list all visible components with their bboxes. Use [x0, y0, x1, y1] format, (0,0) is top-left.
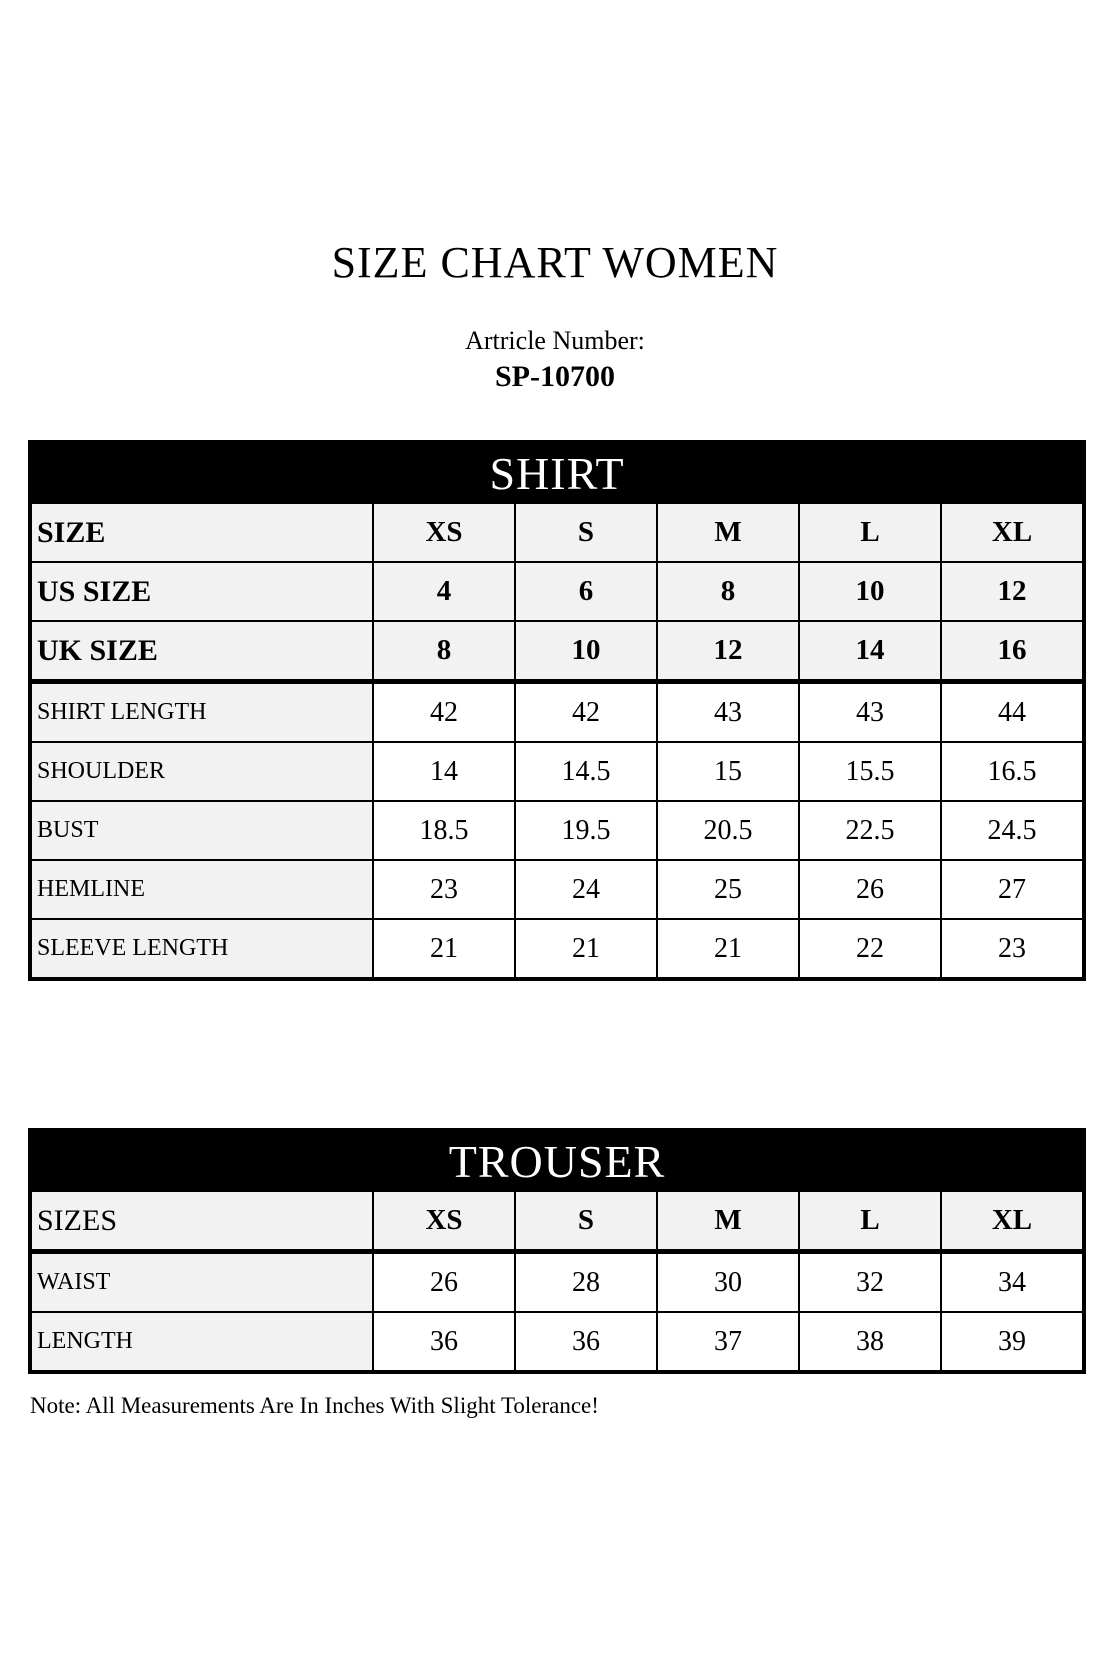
table-row	[30, 742, 1084, 801]
size-value-cell: 21	[657, 919, 799, 979]
size-value-cell: S	[515, 1191, 657, 1252]
size-value-cell: 15.5	[799, 742, 941, 801]
size-value-cell: 24	[515, 860, 657, 919]
row-label-cell: SHIRT LENGTH	[30, 682, 373, 743]
row-label-cell: SLEEVE LENGTH	[30, 919, 373, 979]
size-value-cell: 4	[373, 562, 515, 621]
size-value-cell: 38	[799, 1312, 941, 1372]
size-value-cell: S	[515, 503, 657, 562]
size-value-cell: 14	[799, 621, 941, 682]
table-row	[30, 503, 1084, 562]
row-label-cell: LENGTH	[30, 1312, 373, 1372]
size-value-cell: 10	[799, 562, 941, 621]
size-value-cell: 28	[515, 1252, 657, 1313]
row-label-cell: WAIST	[30, 1252, 373, 1313]
trouser-table-title: TROUSER	[30, 1130, 1084, 1191]
size-value-cell: 26	[799, 860, 941, 919]
row-label-cell: HEMLINE	[30, 860, 373, 919]
row-label-cell: BUST	[30, 801, 373, 860]
size-value-cell: 36	[373, 1312, 515, 1372]
size-value-cell: 14	[373, 742, 515, 801]
row-label-cell: UK SIZE	[30, 621, 373, 682]
size-value-cell: XL	[941, 503, 1084, 562]
size-value-cell: 8	[373, 621, 515, 682]
size-value-cell: 34	[941, 1252, 1084, 1313]
size-value-cell: 30	[657, 1252, 799, 1313]
size-value-cell: 6	[515, 562, 657, 621]
size-value-cell: 18.5	[373, 801, 515, 860]
size-value-cell: 25	[657, 860, 799, 919]
trouser-size-table	[28, 1128, 1086, 1374]
size-value-cell: 15	[657, 742, 799, 801]
size-value-cell: XS	[373, 1191, 515, 1252]
size-value-cell: 32	[799, 1252, 941, 1313]
shirt-size-table	[28, 440, 1086, 981]
article-number-value: SP-10700	[495, 360, 615, 393]
row-label-cell: SHOULDER	[30, 742, 373, 801]
note-text: Note: All Measurements Are In Inches With Slight Tolerance!	[30, 1393, 599, 1418]
size-value-cell: 21	[373, 919, 515, 979]
size-value-cell: 16	[941, 621, 1084, 682]
size-value-cell: 42	[373, 682, 515, 743]
size-value-cell: 19.5	[515, 801, 657, 860]
article-number-label: Artricle Number:	[465, 326, 645, 355]
shirt-table-title: SHIRT	[30, 442, 1084, 503]
size-value-cell: M	[657, 503, 799, 562]
shirt-banner-row	[30, 442, 1084, 503]
table-row	[30, 801, 1084, 860]
size-value-cell: XL	[941, 1191, 1084, 1252]
size-value-cell: 12	[657, 621, 799, 682]
size-value-cell: 10	[515, 621, 657, 682]
size-value-cell: 23	[373, 860, 515, 919]
row-label-cell: SIZE	[30, 503, 373, 562]
size-value-cell: 43	[799, 682, 941, 743]
trouser-banner-row	[30, 1130, 1084, 1191]
size-value-cell: 16.5	[941, 742, 1084, 801]
table-row	[30, 682, 1084, 743]
size-value-cell: 22	[799, 919, 941, 979]
size-value-cell: 22.5	[799, 801, 941, 860]
size-value-cell: 42	[515, 682, 657, 743]
row-label-cell: SIZES	[30, 1191, 373, 1252]
size-value-cell: 24.5	[941, 801, 1084, 860]
size-value-cell: L	[799, 503, 941, 562]
size-value-cell: 12	[941, 562, 1084, 621]
size-value-cell: 44	[941, 682, 1084, 743]
size-value-cell: 36	[515, 1312, 657, 1372]
table-row	[30, 1312, 1084, 1372]
table-row	[30, 1191, 1084, 1252]
table-row	[30, 860, 1084, 919]
size-value-cell: M	[657, 1191, 799, 1252]
table-row	[30, 621, 1084, 682]
size-value-cell: 20.5	[657, 801, 799, 860]
table-row	[30, 1252, 1084, 1313]
size-value-cell: 8	[657, 562, 799, 621]
size-value-cell: 23	[941, 919, 1084, 979]
row-label-cell: US SIZE	[30, 562, 373, 621]
size-value-cell: 39	[941, 1312, 1084, 1372]
size-value-cell: 21	[515, 919, 657, 979]
size-value-cell: 37	[657, 1312, 799, 1372]
table-row	[30, 919, 1084, 979]
size-value-cell: 43	[657, 682, 799, 743]
size-value-cell: 14.5	[515, 742, 657, 801]
size-value-cell: XS	[373, 503, 515, 562]
size-value-cell: 27	[941, 860, 1084, 919]
size-value-cell: 26	[373, 1252, 515, 1313]
table-row	[30, 562, 1084, 621]
size-value-cell: L	[799, 1191, 941, 1252]
page-title: SIZE CHART WOMEN	[331, 238, 779, 287]
